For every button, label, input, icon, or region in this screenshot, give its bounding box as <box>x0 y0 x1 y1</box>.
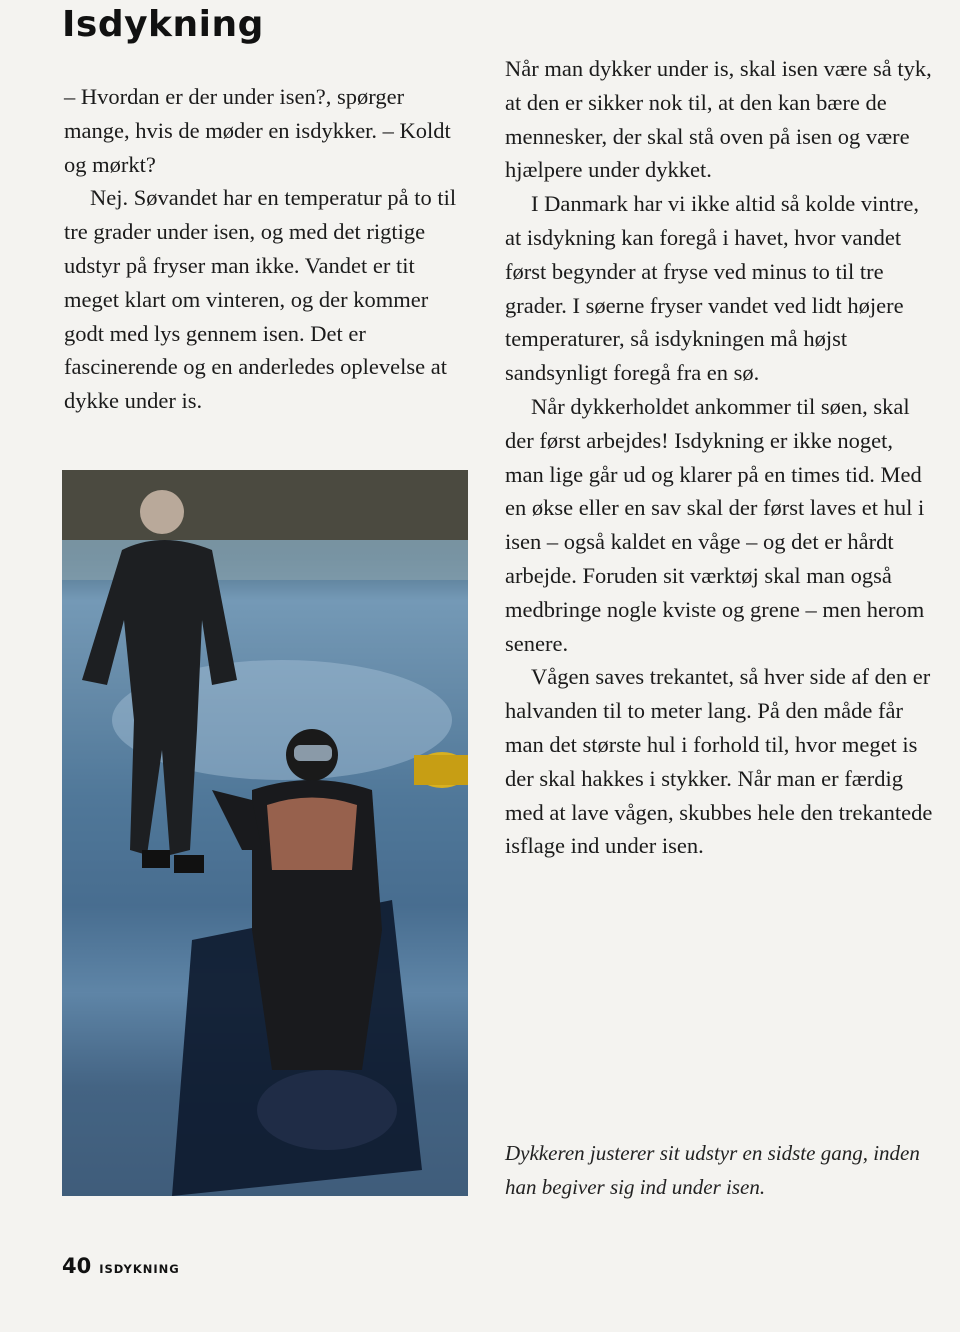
article-title: Isdykning <box>62 4 264 45</box>
body-paragraph-2: Nej. Søvandet har en temperatur på to til tre grader under isen, og med det rigtige udstyr på fryser man ikke. Vandet er tit meget klart om vinteren, og der kommer godt med lys gennem isen. Det er fascinerende og en anderledes oplevelse at dykke under is. <box>64 185 457 414</box>
body-paragraph-4: I Danmark har vi ikke altid så kolde vintre, at isdykning kan foregå i havet, hvor vandet først begynder at fryse ved minus to til tre grader. I søerne fryser vandet ved lidt højere temperaturer, så isdykningen må højst sandsynligt foregå fra en sø. <box>505 191 920 386</box>
right-text-column <box>505 52 935 863</box>
photo-caption: Dykkeren justerer sit udstyr en sidste gang, inden han begiver sig ind under isen. <box>505 1141 920 1199</box>
shoreline-trees <box>62 470 468 540</box>
running-head: ISDYKNING <box>99 1262 180 1276</box>
photo-illustration <box>62 470 468 1196</box>
body-paragraph-3: Når man dykker under is, skal isen være så tyk, at den er sikker nok til, at den kan bære de mennesker, der skal stå oven på isen og være hjælpere under dykket. <box>505 56 932 183</box>
diver-photo <box>62 470 468 1196</box>
page-number: 40 <box>62 1254 92 1278</box>
left-text-column <box>64 80 469 418</box>
body-paragraph-6: Vågen saves trekantet, så hver side af den er halvanden til to meter lang. På den måde får man det største hul i forhold til, hvor meget is der skal hakkes i stykker. Når man er færdig med at lave vågen, skubbes hele den trekantede isflage ind under isen. <box>505 664 933 859</box>
scuba-tanks <box>414 752 468 788</box>
body-paragraph-1: – Hvordan er der under isen?, spørger mange, hvis de møder en isdykker. – Koldt og mørkt? <box>64 84 451 177</box>
body-paragraph-5: Når dykkerholdet ankommer til søen, skal der først arbejdes! Isdykning er ikke noget, man lige går ud og klarer på en times tid. Med en økse eller en sav skal der først laves et hul i isen – også kaldet en våge – og det er hårdt arbejde. Foruden sit værktøj skal man også medbringe nogle kviste og grene – men herom senere. <box>505 393 925 656</box>
page-footer <box>62 1254 180 1278</box>
